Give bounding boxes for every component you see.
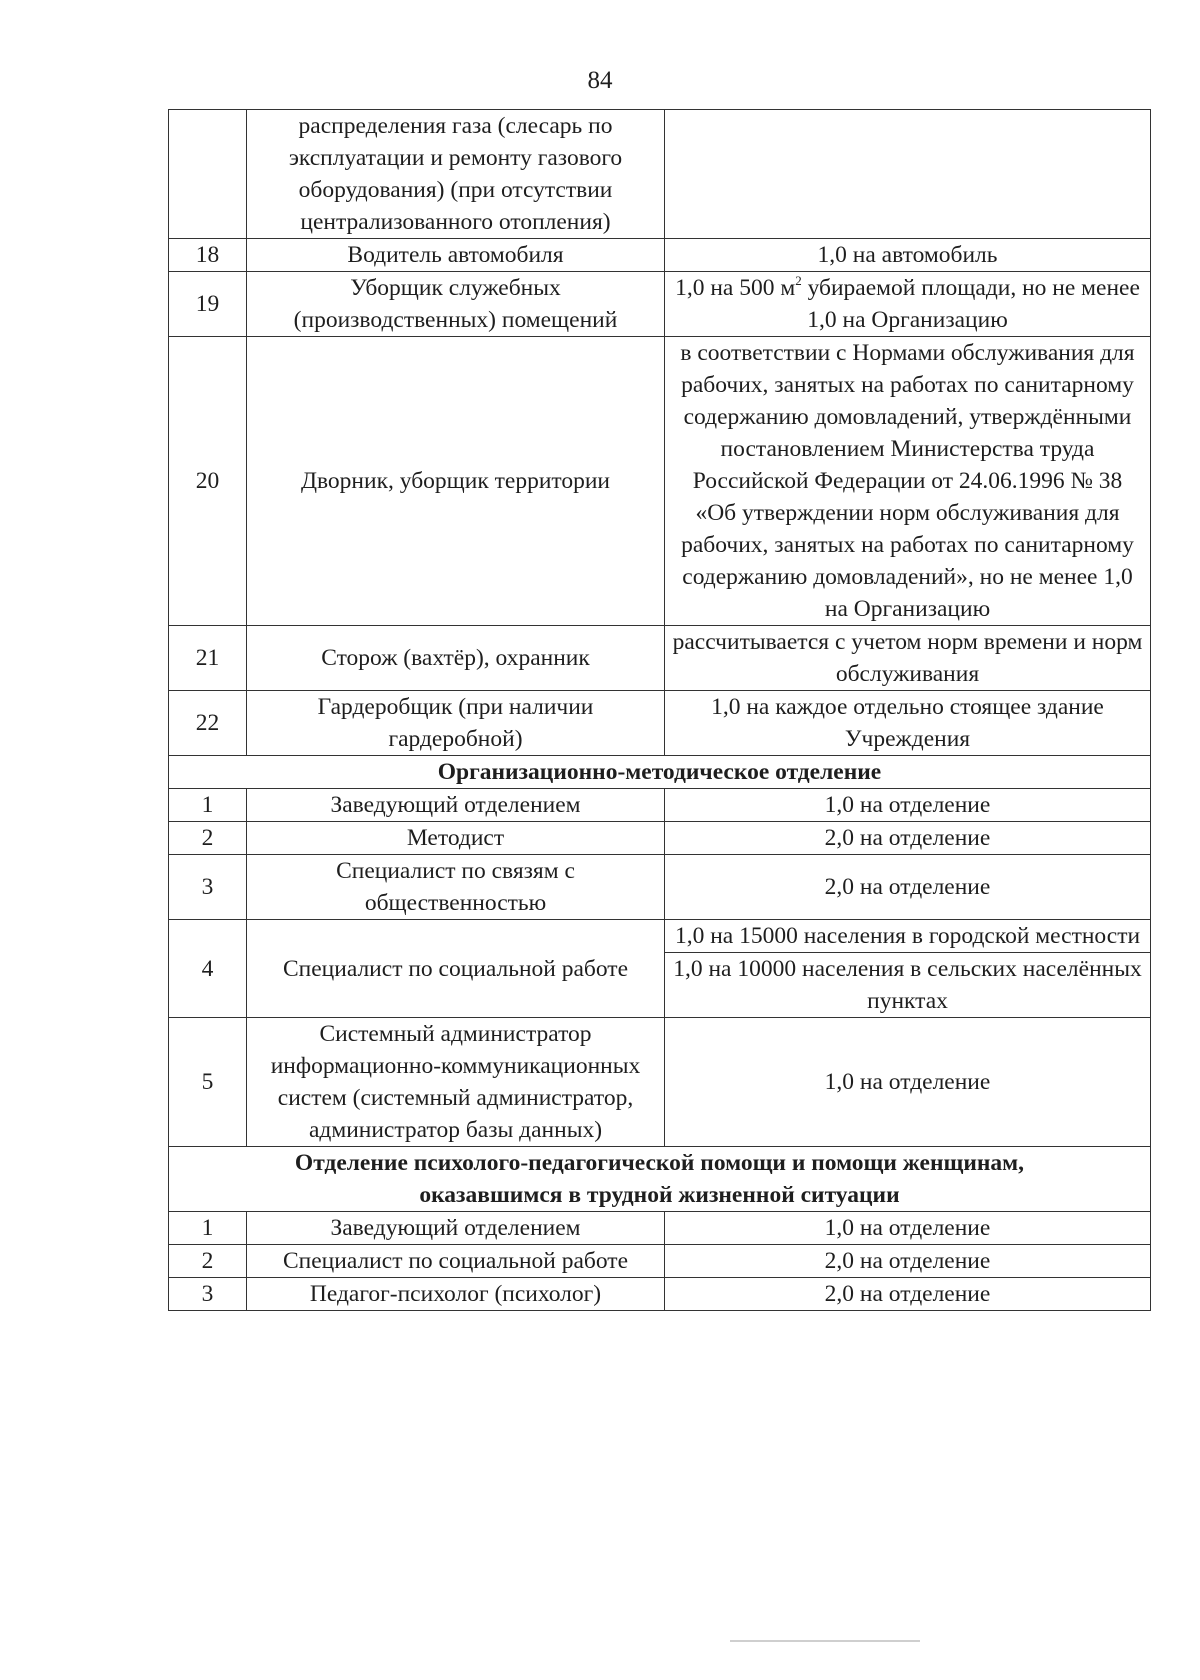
section-header-row xyxy=(169,756,1151,789)
position-cell: Заведующий отделением xyxy=(247,1212,665,1245)
norm-text-part: 1,0 на 500 м xyxy=(675,275,796,301)
table-row xyxy=(169,626,1151,691)
row-number: 20 xyxy=(169,337,247,626)
norm-cell: 2,0 на отделение xyxy=(665,1278,1151,1311)
table-row xyxy=(169,1212,1151,1245)
position-cell: Педагог-психолог (психолог) xyxy=(247,1278,665,1311)
norm-cell: 2,0 на отделение xyxy=(665,822,1151,855)
norm-cell: 1,0 на автомобиль xyxy=(665,239,1151,272)
row-number: 22 xyxy=(169,691,247,756)
position-cell: Методист xyxy=(247,822,665,855)
position-cell: Сторож (вахтёр), охранник xyxy=(247,626,665,691)
norm-cell: 1,0 на каждое отдельно стоящее здание Учреждения xyxy=(665,691,1151,756)
section-header-row xyxy=(169,1147,1151,1212)
table-row xyxy=(169,691,1151,756)
section-title: Организационно-методическое отделение xyxy=(169,756,1151,789)
table-row xyxy=(169,855,1151,920)
scan-artifact-line xyxy=(730,1640,920,1642)
table-row xyxy=(169,272,1151,337)
page-number: 84 xyxy=(587,67,613,94)
norm-cell: 2,0 на отделение xyxy=(665,1245,1151,1278)
norm-cell xyxy=(665,272,1151,337)
row-number: 5 xyxy=(169,1018,247,1147)
square-superscript: 2 xyxy=(795,273,802,288)
row-number: 21 xyxy=(169,626,247,691)
row-number: 1 xyxy=(169,1212,247,1245)
norm-cell: 1,0 на отделение xyxy=(665,789,1151,822)
position-cell: распределения газа (слесарь по эксплуатации и ремонту газового оборудования) (при отсутствии централизованного отопления) xyxy=(247,110,665,239)
row-number: 18 xyxy=(169,239,247,272)
table-row xyxy=(169,239,1151,272)
norm-cell-rural: 1,0 на 10000 населения в сельских населённых пунктах xyxy=(665,953,1151,1018)
position-cell: Специалист по социальной работе xyxy=(247,920,665,1018)
norm-cell: рассчитывается с учетом норм времени и норм обслуживания xyxy=(665,626,1151,691)
row-number: 1 xyxy=(169,789,247,822)
norm-text-part: убираемой площади, но не менее 1,0 на Организацию xyxy=(801,275,1140,333)
row-number: 19 xyxy=(169,272,247,337)
norm-cell-urban: 1,0 на 15000 населения в городской местности xyxy=(665,920,1151,953)
table-row xyxy=(169,1018,1151,1147)
section-title-line: Отделение психолого-педагогической помощи и помощи женщинам, xyxy=(294,1150,1025,1176)
section-title xyxy=(169,1147,1151,1212)
row-number: 4 xyxy=(169,920,247,1018)
norm-cell xyxy=(665,110,1151,239)
position-cell: Системный администратор информационно-коммуникационных систем (системный администратор, администратор базы данных) xyxy=(247,1018,665,1147)
position-cell: Уборщик служебных (производственных) помещений xyxy=(247,272,665,337)
norm-cell: 1,0 на отделение xyxy=(665,1212,1151,1245)
position-cell: Специалист по связям с общественностью xyxy=(247,855,665,920)
position-cell: Дворник, уборщик территории xyxy=(247,337,665,626)
position-cell: Специалист по социальной работе xyxy=(247,1245,665,1278)
table-row xyxy=(169,822,1151,855)
staffing-norms-table xyxy=(168,109,1151,1311)
row-number: 2 xyxy=(169,1245,247,1278)
table-row xyxy=(169,789,1151,822)
row-number xyxy=(169,110,247,239)
norm-cell: в соответствии с Нормами обслуживания для рабочих, занятых на работах по санитарному содержанию домовладений, утверждёнными постановлением Министерства труда Российской Федерации от 24.06.1996 № 38 «Об утверждении норм обслуживания для рабочих, занятых на работах по санитарному содержанию домовладений», но не менее 1,0 на Организацию xyxy=(665,337,1151,626)
table-row xyxy=(169,1245,1151,1278)
position-cell: Заведующий отделением xyxy=(247,789,665,822)
table-row xyxy=(169,337,1151,626)
table-row xyxy=(169,920,1151,953)
norm-cell: 2,0 на отделение xyxy=(665,855,1151,920)
position-cell: Гардеробщик (при наличии гардеробной) xyxy=(247,691,665,756)
section-title-line: оказавшимся в трудной жизненной ситуации xyxy=(419,1182,900,1208)
row-number: 3 xyxy=(169,855,247,920)
row-number: 3 xyxy=(169,1278,247,1311)
norm-cell: 1,0 на отделение xyxy=(665,1018,1151,1147)
row-number: 2 xyxy=(169,822,247,855)
table-row xyxy=(169,110,1151,239)
position-cell: Водитель автомобиля xyxy=(247,239,665,272)
table-row xyxy=(169,1278,1151,1311)
